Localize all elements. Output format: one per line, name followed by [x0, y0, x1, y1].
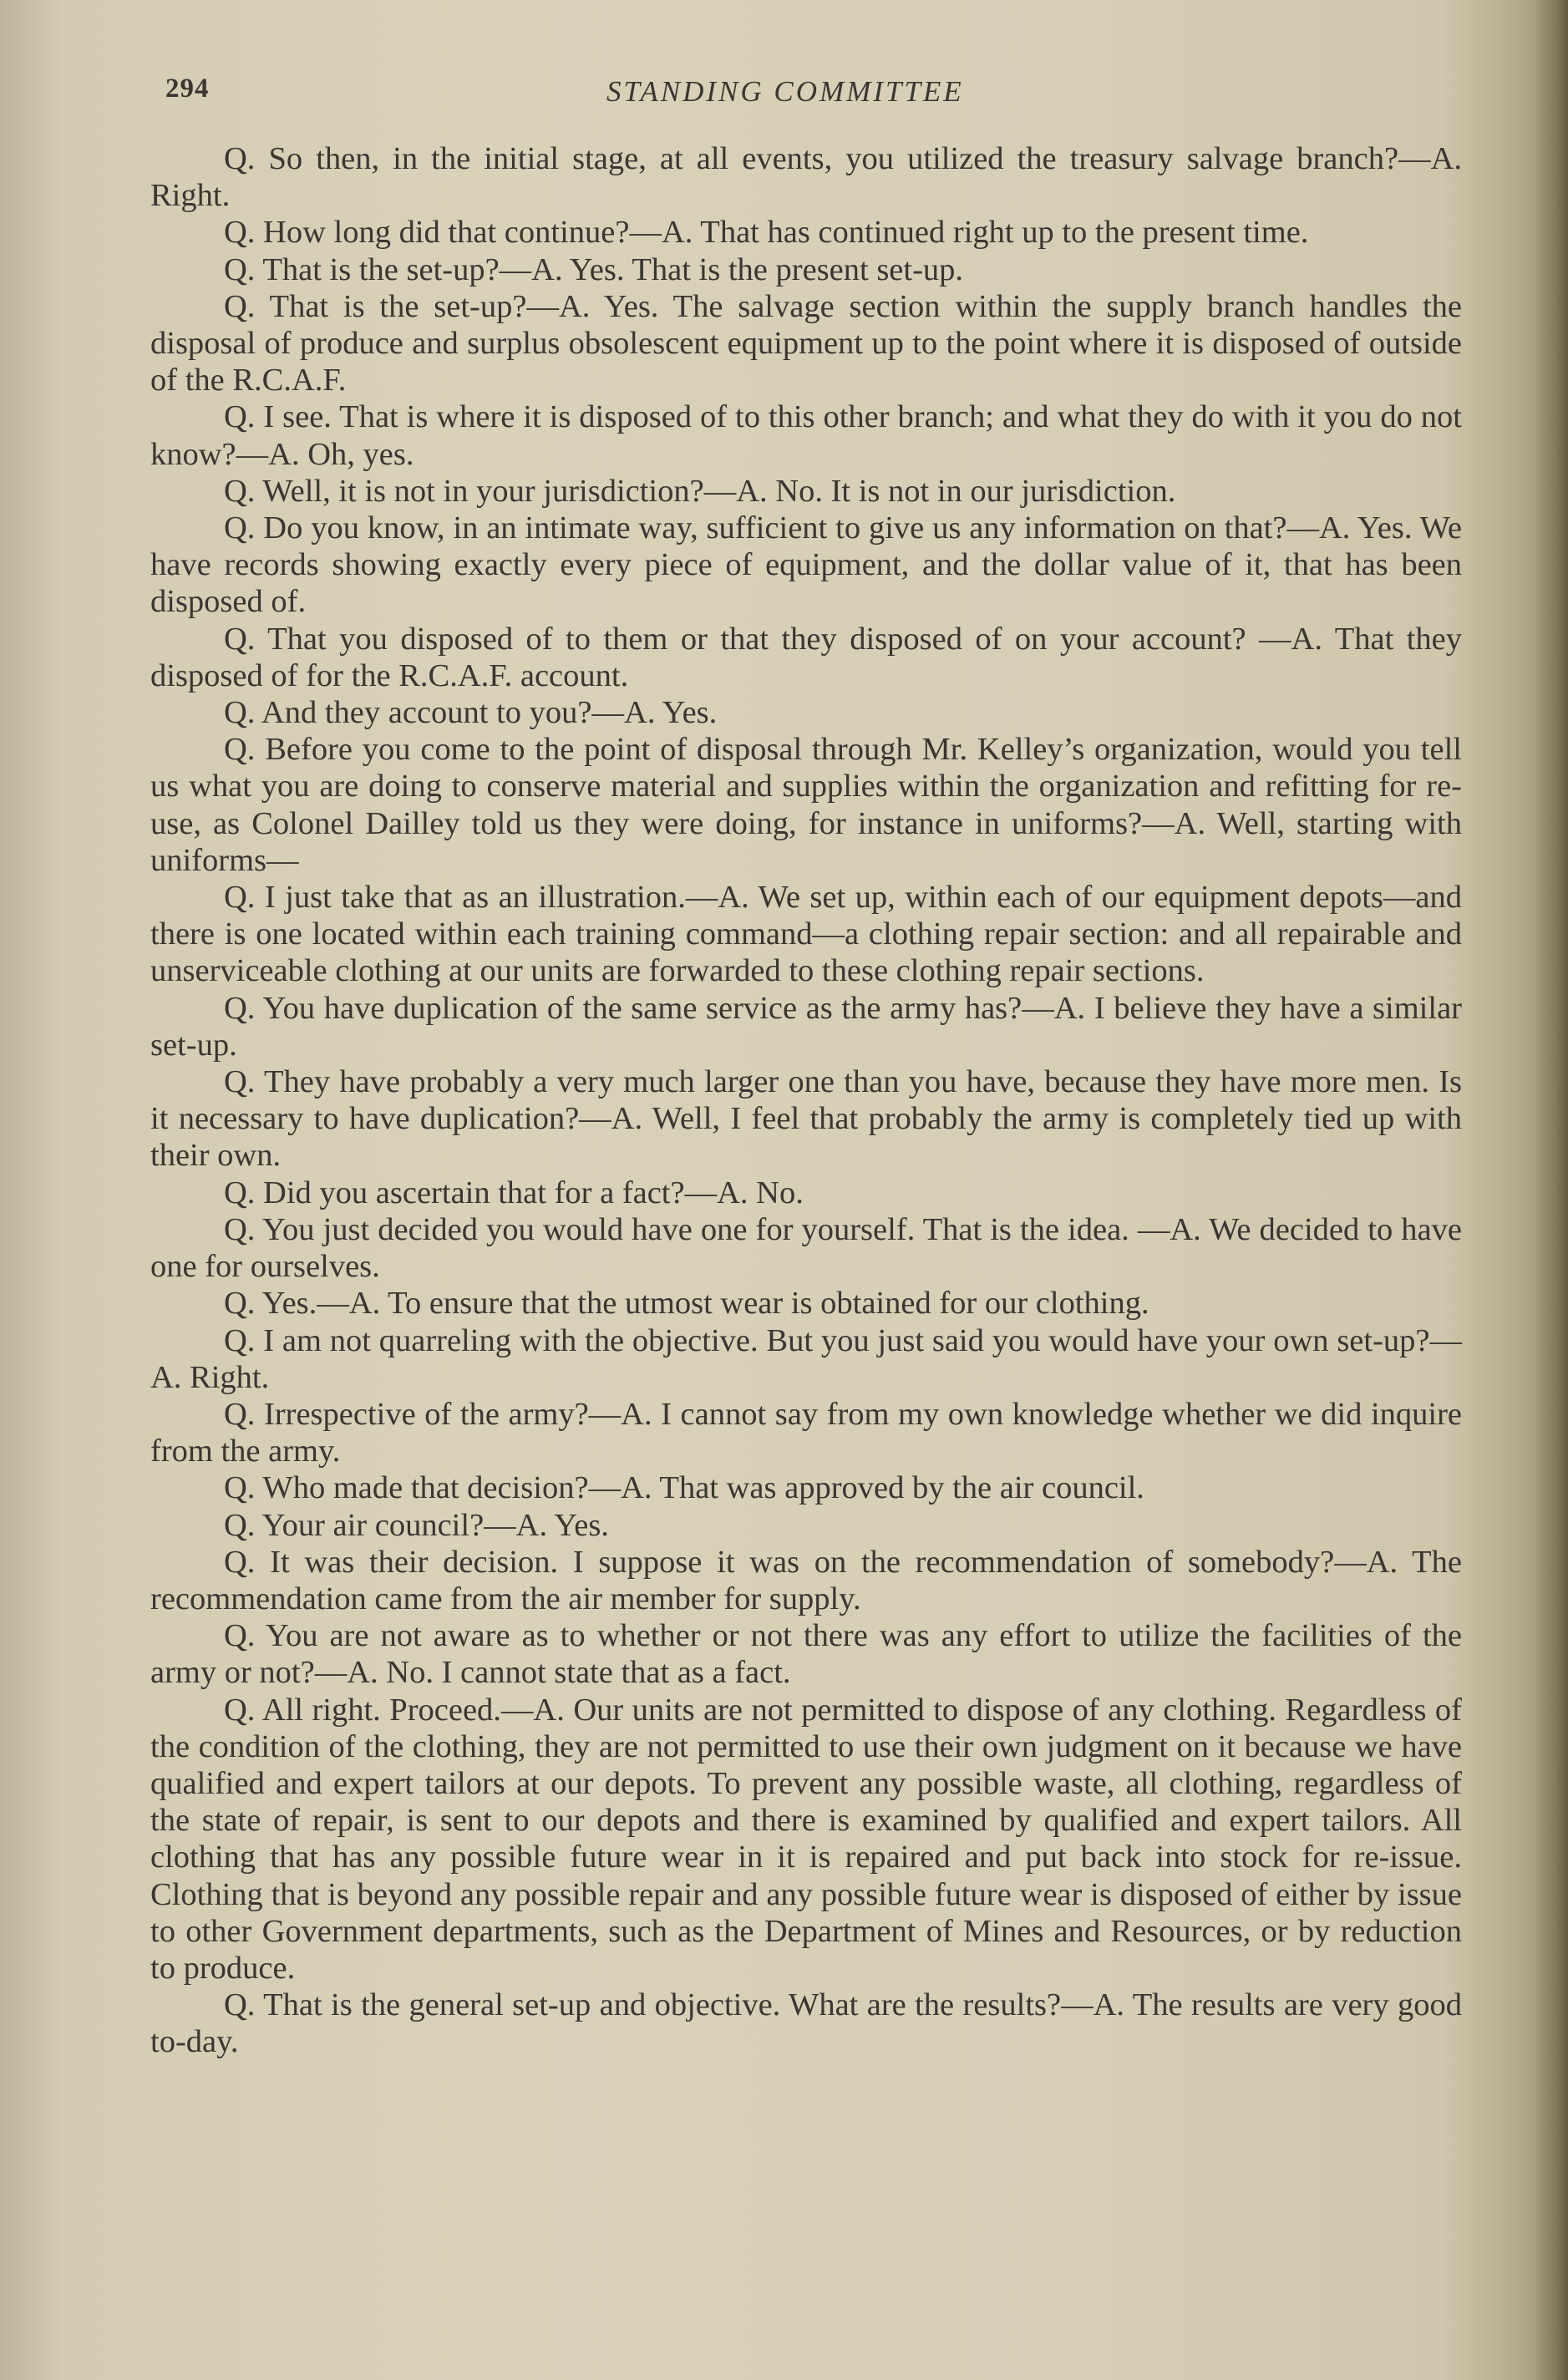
transcript-paragraph: Q. Your air council?—A. Yes. — [224, 1507, 609, 1543]
transcript-body — [150, 140, 1462, 2061]
transcript-paragraph: Q. That is the general set-up and objective. What are the results?—A. The results are very good to-day. — [150, 1987, 1462, 2060]
transcript-paragraph: Q. Irrespective of the army?—A. I cannot say from my own knowledge whether we did inquire from the army. — [150, 1396, 1462, 1469]
page-header — [0, 74, 1568, 115]
transcript-paragraph: Q. Yes.—A. To ensure that the utmost wear is obtained for our clothing. — [224, 1286, 1149, 1322]
transcript-paragraph: Q. I just take that as an illustration.—A. We set up, within each of our equipment depots—and there is one located within each training command—a clothing repair section: and all repairable and unserviceable clothing at our units are forwarded to these clothing repair sections. — [150, 880, 1462, 989]
transcript-paragraph: Q. That is the set-up?—A. Yes. The salvage section within the supply branch handles the disposal of produce and surplus obsolescent equipment up to the point where it is disposed of outside of the R.C.A.F. — [150, 288, 1462, 398]
transcript-paragraph: Q. You have duplication of the same service as the army has?—A. I believe they have a similar set-up. — [150, 990, 1462, 1063]
page-number: 294 — [165, 74, 210, 104]
transcript-paragraph: Q. I see. That is where it is disposed of to this other branch; and what they do with it you do not know?—A. Oh, yes. — [150, 399, 1462, 472]
transcript-paragraph: Q. How long did that continue?—A. That has continued right up to the present time. — [224, 215, 1309, 251]
transcript-paragraph: Q. All right. Proceed.—A. Our units are not permitted to dispose of any clothing. Regardless of the condition of the clothing, they are not permitted to use their own judgment on it because we have qualified and expert tailors at our depots. To prevent any possible waste, all clothing, regardless of the state of repair, is sent to our depots and there is examined by qualified and expert tailors. All clothing that has any possible future wear in it is repaired and put back into stock for re-issue. Clothing that is beyond any possible repair and any possible future wear is disposed of either by issue to other Government departments, such as the Department of Mines and Resources, or by reduction to produce. — [150, 1692, 1462, 1986]
transcript-paragraph: Q. I am not quarreling with the objective. But you just said you would have your own set-up?—A. Right. — [150, 1322, 1462, 1395]
transcript-paragraph: Q. It was their decision. I suppose it was on the recommendation of somebody?—A. The recommendation came from the air member for supply. — [150, 1544, 1462, 1616]
transcript-paragraph: Q. That is the set-up?—A. Yes. That is the present set-up. — [224, 251, 964, 287]
transcript-paragraph: Q. You just decided you would have one for yourself. That is the idea. —A. We decided to have one for ourselves. — [150, 1211, 1462, 1285]
transcript-paragraph: Q. You are not aware as to whether or not there was any effort to utilize the facilities of the army or not?—A. No. I cannot state that as a fact. — [150, 1618, 1462, 1691]
transcript-paragraph: Q. And they account to you?—A. Yes. — [224, 695, 718, 731]
transcript-paragraph: Q. So then, in the initial stage, at all events, you utilized the treasury salvage branch?—A. Right. — [150, 141, 1462, 214]
transcript-paragraph: Q. They have probably a very much larger one than you have, because they have more men. Is it necessary to have duplication?—A. Well, I feel that probably the army is completely tied up with their own. — [150, 1064, 1462, 1174]
transcript-paragraph: Q. That you disposed of to them or that they disposed of on your account? —A. That they disposed of for the R.C.A.F. account. — [150, 621, 1462, 693]
transcript-paragraph: Q. Did you ascertain that for a fact?—A. No. — [224, 1175, 804, 1210]
transcript-paragraph: Q. Do you know, in an intimate way, sufficient to give us any information on that?—A. Yes. We have records showing exactly every piece of equipment, and the dollar value of it, that has been disposed of. — [150, 510, 1462, 620]
transcript-paragraph: Q. Before you come to the point of disposal through Mr. Kelley’s organization, would you tell us what you are doing to conserve material and supplies within the organization and refitting for re-use, as Colonel Dailley told us they were doing, for instance in uniforms?—A. Well, starting with uniforms— — [150, 732, 1462, 878]
transcript-paragraph: Q. Who made that decision?—A. That was approved by the air council. — [224, 1470, 1144, 1506]
transcript-paragraph: Q. Well, it is not in your jurisdiction?—A. No. It is not in our jurisdiction. — [224, 473, 1176, 509]
running-title: STANDING COMMITTEE — [606, 75, 964, 108]
